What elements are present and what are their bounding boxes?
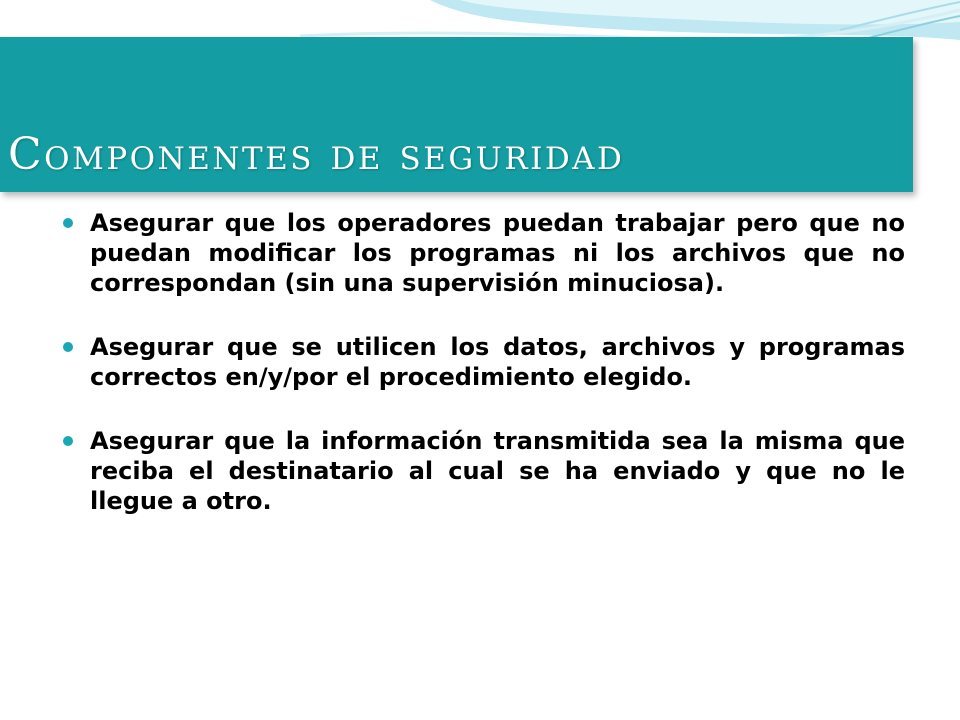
bullet-dot-icon (63, 342, 73, 352)
bullet-dot-icon (63, 436, 73, 446)
slide-title: Componentes de seguridad (8, 129, 625, 180)
bullet-item (60, 208, 905, 298)
bullet-dot-icon (63, 218, 73, 228)
bullet-list (60, 208, 905, 550)
bullet-text: Asegurar que la información transmitida sea la misma que reciba el destinatario al cual se ha enviado y que no le llegue a otro. (90, 427, 905, 515)
bullet-text: Asegurar que se utilicen los datos, archivos y programas correctos en/y/por el procedimiento elegido. (90, 333, 905, 391)
bullet-item (60, 332, 905, 392)
bullet-item (60, 426, 905, 516)
bullet-text: Asegurar que los operadores puedan trabajar pero que no puedan modificar los programas ni los archivos que no correspondan (sin una supervisión minuciosa). (90, 209, 905, 297)
